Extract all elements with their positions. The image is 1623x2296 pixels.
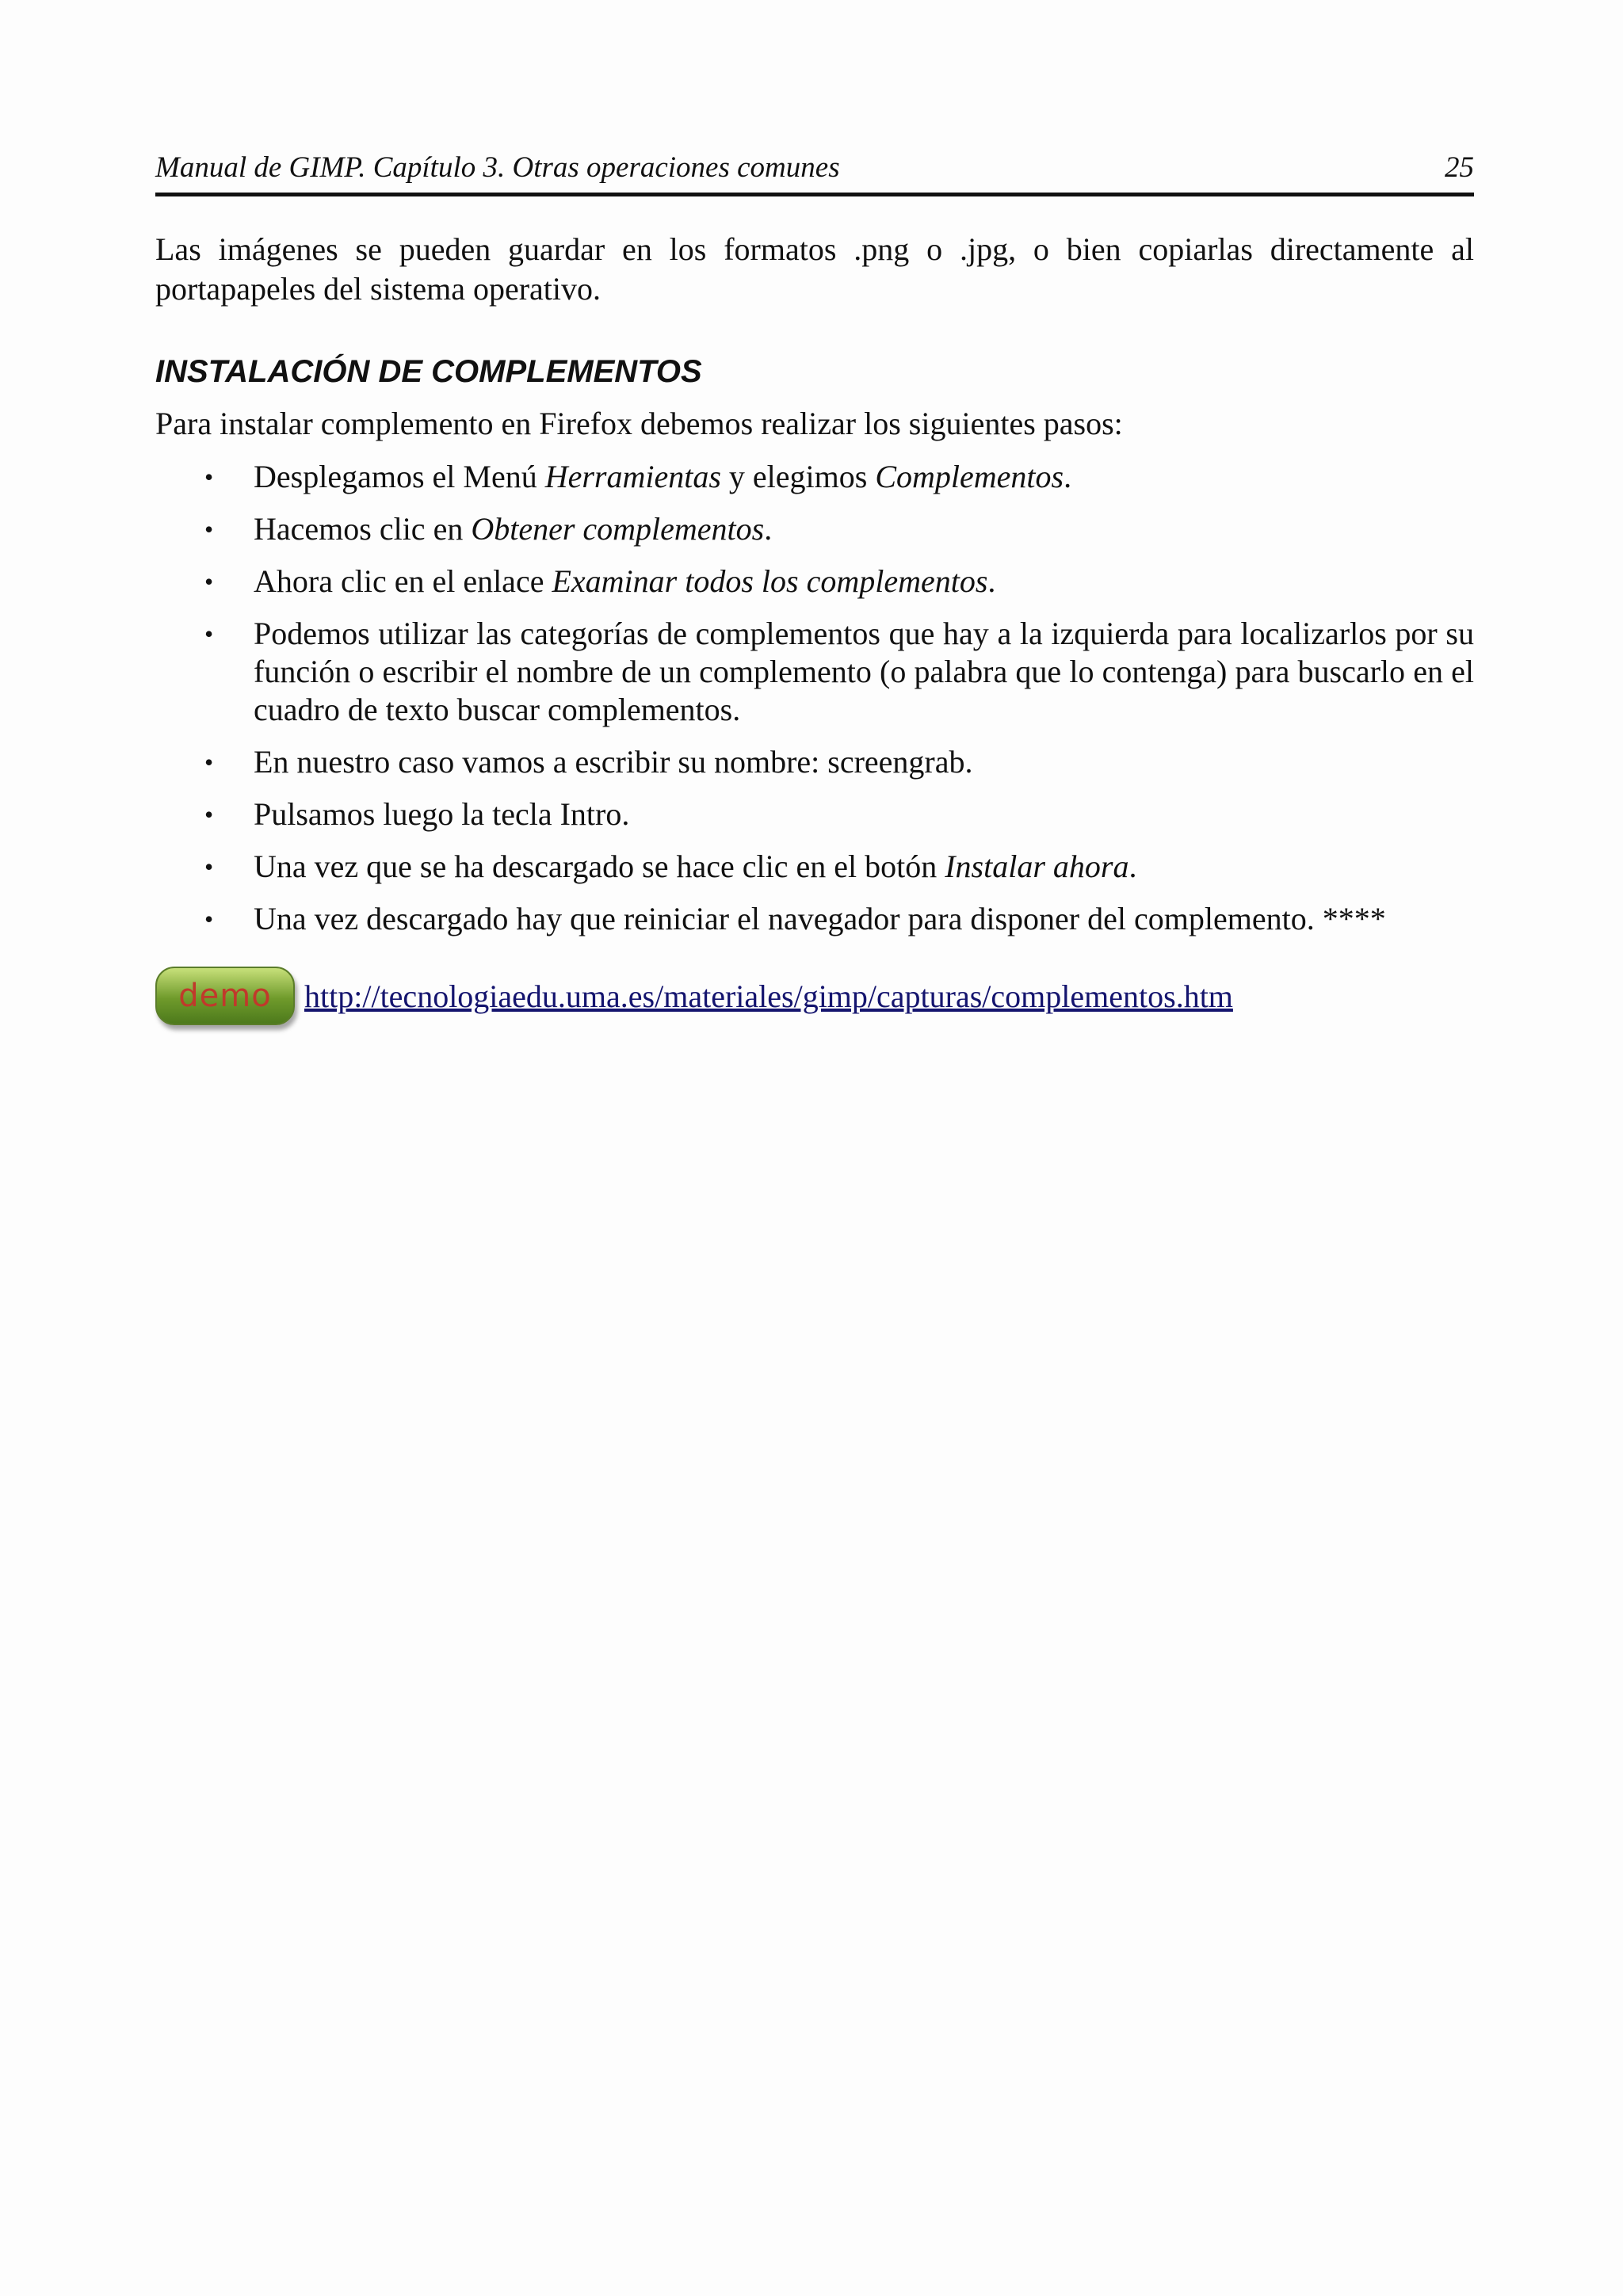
page-number: 25 xyxy=(1445,151,1474,184)
bullet-icon: • xyxy=(204,800,214,829)
bullet-icon: • xyxy=(204,905,214,933)
list-item: • Desplegamos el Menú Herramientas y elegimos Complementos. xyxy=(204,459,1072,494)
list-item: • Una vez que se ha descargado se hace clic en el botón Instalar ahora. xyxy=(204,849,1137,884)
bullet-icon: • xyxy=(204,567,214,596)
button-name: Instalar ahora xyxy=(945,849,1129,884)
intro-paragraph: Las imágenes se pueden guardar en los formatos .png o .jpg, o bien copiarlas directamente al portapapeles del sistema operativo. xyxy=(155,231,1474,307)
header-title: Manual de GIMP. Capítulo 3. Otras operaciones comunes xyxy=(155,151,840,184)
bullet-icon: • xyxy=(204,852,214,881)
link-name: Examinar todos los complementos xyxy=(552,563,988,599)
lead-paragraph: Para instalar complemento en Firefox debemos realizar los siguientes pasos: xyxy=(155,406,1123,441)
steps-list xyxy=(155,458,1474,938)
demo-button[interactable] xyxy=(155,967,295,1025)
option-name: Obtener complementos xyxy=(471,511,765,547)
list-item: • Ahora clic en el enlace Examinar todos los complementos. xyxy=(204,563,996,599)
bullet-icon: • xyxy=(204,748,214,776)
bullet-icon: • xyxy=(204,620,214,648)
list-item: • Una vez descargado hay que reiniciar el navegador para disponer del complemento. **** xyxy=(204,901,1386,936)
demo-link[interactable]: http://tecnologiaedu.uma.es/materiales/gimp/capturas/complementos.htm xyxy=(304,978,1233,1014)
list-item: • Hacemos clic en Obtener complementos. xyxy=(204,511,773,547)
list-item: • Pulsamos luego la tecla Intro. xyxy=(204,796,630,832)
list-item: • En nuestro caso vamos a escribir su nombre: screengrab. xyxy=(204,744,973,780)
menu-name: Herramientas xyxy=(544,459,721,494)
bullet-icon: • xyxy=(204,463,214,491)
page-header xyxy=(155,151,1474,196)
bullet-icon: • xyxy=(204,515,214,543)
demo-row xyxy=(155,967,1474,1025)
demo-button-label: demo xyxy=(178,978,272,1014)
list-item: • Podemos utilizar las categorías de complementos que hay a la izquierda para localizarlos por su función o escribir el nombre de un complemento (o palabra que lo contenga) para buscarlo en el cuadro de texto buscar complementos. xyxy=(204,616,1474,727)
document-page xyxy=(155,151,1474,1025)
menu-item-name: Complementos xyxy=(875,459,1064,494)
section-heading: INSTALACIÓN DE COMPLEMENTOS xyxy=(155,354,702,389)
